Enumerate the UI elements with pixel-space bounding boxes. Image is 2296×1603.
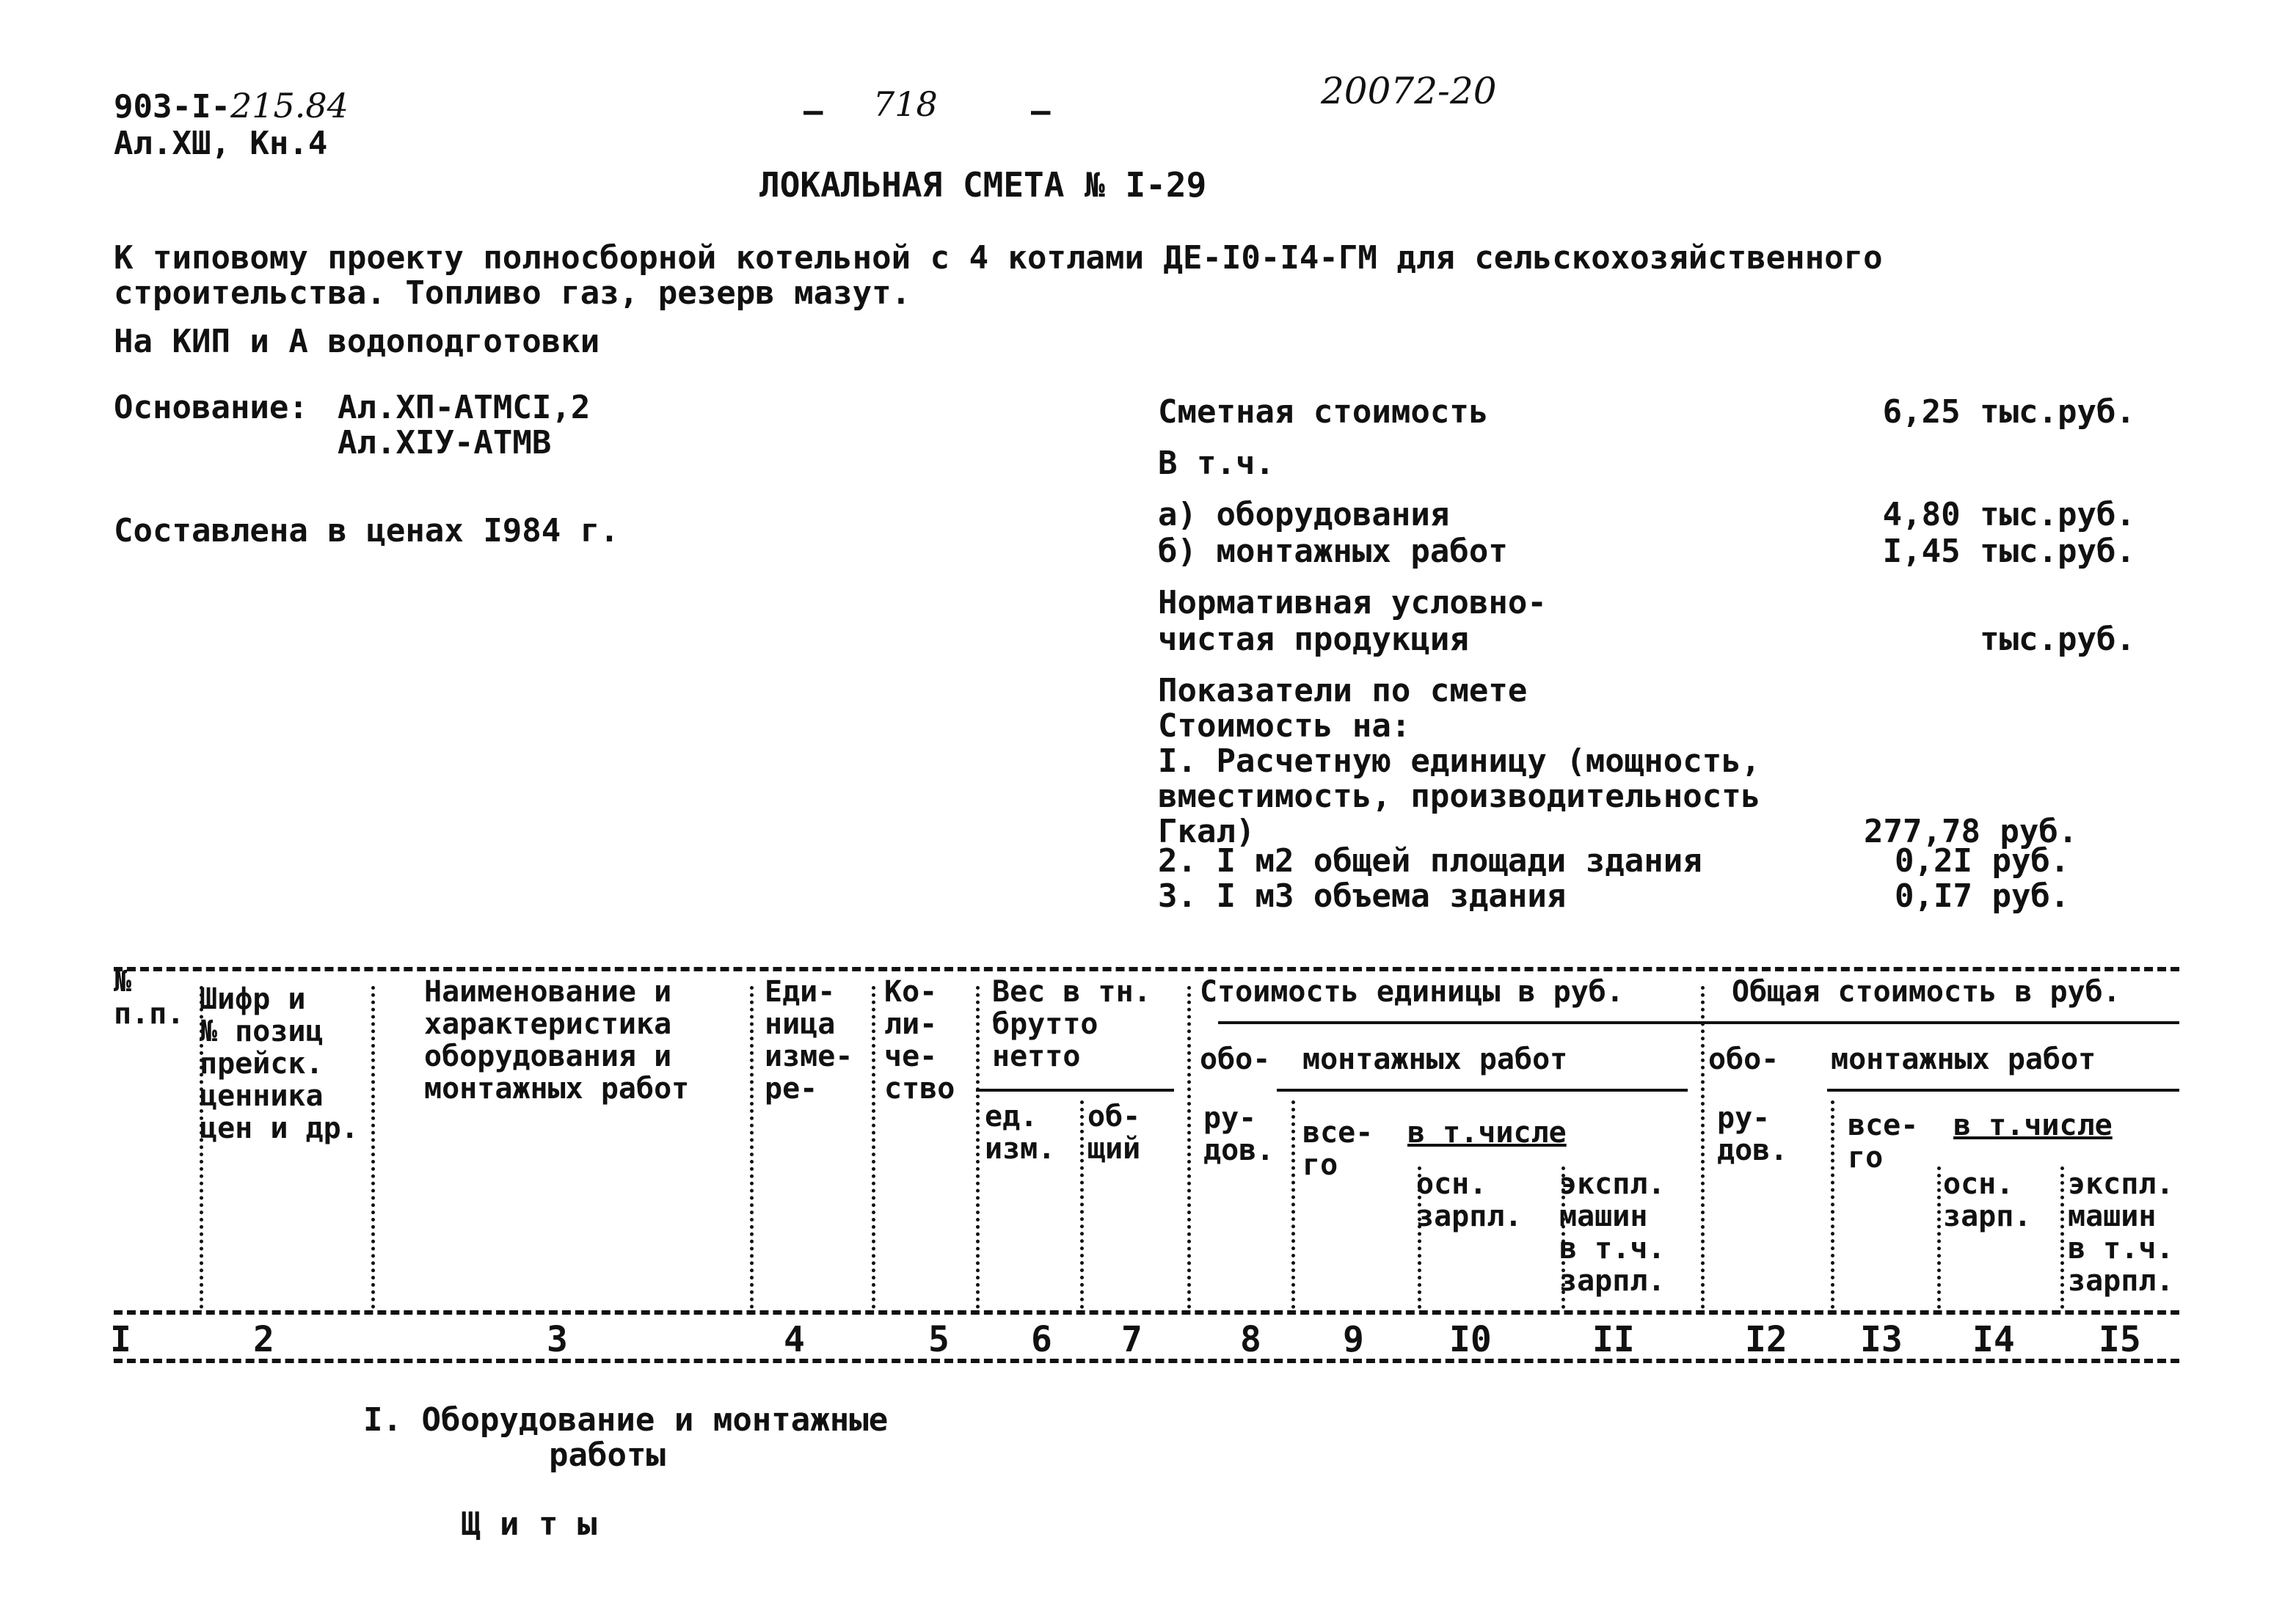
basis-label: Основание: bbox=[114, 389, 308, 426]
col-separator bbox=[976, 986, 980, 1309]
indicators-title: Показатели по смете bbox=[1158, 672, 1528, 709]
total-machines-header: экспл. машин в т.ч. зарпл. bbox=[2068, 1167, 2174, 1298]
col-weight-total-header: об- щий bbox=[1087, 1100, 1141, 1166]
project-code bbox=[114, 88, 349, 125]
col-separator bbox=[1187, 986, 1191, 1309]
indicator-1-line-1: I. Расчетную единицу (мощность, bbox=[1158, 742, 1761, 780]
unit-all-header: все- го bbox=[1302, 1116, 1374, 1182]
col-separator bbox=[1418, 1166, 1421, 1309]
column-number: 3 bbox=[547, 1319, 568, 1360]
unit-incl-header: в т.числе bbox=[1407, 1116, 1567, 1150]
col-unit-header: Еди- ница изме- ре- bbox=[765, 975, 853, 1106]
column-number: I0 bbox=[1449, 1319, 1492, 1360]
column-number: I2 bbox=[1745, 1319, 1787, 1360]
page-dash-left: – bbox=[803, 92, 823, 130]
weight-rule bbox=[976, 1089, 1174, 1092]
col-separator bbox=[2060, 1166, 2064, 1309]
col-num-header: № п.п. bbox=[114, 965, 185, 1031]
col-separator bbox=[872, 986, 875, 1309]
section-title-line-2: работы bbox=[549, 1436, 666, 1474]
unit-base-pay-header: осн. зарпл. bbox=[1416, 1167, 1523, 1233]
column-number: 5 bbox=[928, 1319, 950, 1360]
col-separator bbox=[1291, 1100, 1295, 1309]
equipment-label: а) оборудования bbox=[1158, 496, 1450, 533]
normative-label-2: чистая продукция bbox=[1158, 621, 1469, 658]
col-separator bbox=[371, 986, 375, 1309]
unit-machines-header: экспл. машин в т.ч. зарпл. bbox=[1559, 1167, 1666, 1298]
col-separator bbox=[200, 986, 203, 1309]
indicator-2-value: 0,2I руб. bbox=[1895, 842, 2070, 880]
col-separator bbox=[1561, 1166, 1565, 1309]
intro-line-2: строительства. Топливо газ, резерв мазут. bbox=[114, 274, 911, 312]
col-separator bbox=[750, 986, 754, 1309]
total-all-header: все- го bbox=[1848, 1109, 1919, 1175]
page-title: ЛОКАЛЬНАЯ СМЕТА № I-29 bbox=[759, 165, 1207, 205]
project-code-printed: 903-I- bbox=[114, 88, 230, 125]
col-separator bbox=[1080, 1100, 1084, 1309]
header-bottom-rule bbox=[114, 1310, 2179, 1315]
unit-cost-header: Стоимость единицы в руб. bbox=[1200, 975, 1624, 1009]
col-separator bbox=[1831, 1100, 1834, 1309]
section-title-line-1: I. Оборудование и монтажные bbox=[363, 1401, 889, 1439]
document-number: 20072-20 bbox=[1321, 70, 1497, 112]
price-basis: Составлена в ценах I984 г. bbox=[114, 512, 619, 549]
column-number: 6 bbox=[1031, 1319, 1052, 1360]
indicator-1-line-2: вместимость, производительность bbox=[1158, 778, 1761, 815]
equipment-value: 4,80 тыс.руб. bbox=[1882, 496, 2135, 533]
total-cost-header: Общая стоимость в руб. bbox=[1732, 975, 2121, 1009]
total-base-pay-header: осн. зарп. bbox=[1943, 1167, 2032, 1233]
installation-value: I,45 тыс.руб. bbox=[1882, 533, 2135, 570]
total-equipment-header-2: ру- дов. bbox=[1717, 1101, 1788, 1167]
indicator-2-label: 2. I м2 общей площади здания bbox=[1158, 842, 1702, 880]
column-number-rule bbox=[114, 1359, 2179, 1363]
col-weight-header: Вес в тн. брутто нетто bbox=[992, 975, 1151, 1073]
col-weight-unit-header: ед. изм. bbox=[985, 1100, 1056, 1166]
installation-label: б) монтажных работ bbox=[1158, 533, 1508, 570]
intro-line-3: На КИП и А водоподготовки bbox=[114, 323, 600, 360]
unit-mount-rule bbox=[1277, 1089, 1688, 1092]
column-number: II bbox=[1592, 1319, 1635, 1360]
indicator-3-value: 0,I7 руб. bbox=[1895, 877, 2070, 915]
col-separator bbox=[1937, 1166, 1941, 1309]
page-dash-right: – bbox=[1031, 92, 1051, 130]
unit-equipment-header-2: ру- дов. bbox=[1203, 1101, 1275, 1167]
cost-rule-1 bbox=[1218, 1021, 2179, 1024]
total-mount-rule bbox=[1827, 1089, 2179, 1092]
album-reference: Ал.ХШ, Кн.4 bbox=[114, 125, 328, 162]
column-number: I5 bbox=[2099, 1319, 2141, 1360]
column-number: 4 bbox=[784, 1319, 805, 1360]
estimate-value: 6,25 тыс.руб. bbox=[1882, 393, 2135, 431]
indicator-1-value: 277,78 руб. bbox=[1864, 813, 2078, 850]
indicator-3-label: 3. I м3 объема здания bbox=[1158, 877, 1567, 915]
total-mount-header: монтажных работ bbox=[1831, 1043, 2096, 1076]
table-top-rule bbox=[114, 967, 2179, 971]
column-number: I3 bbox=[1860, 1319, 1903, 1360]
normative-label-1: Нормативная условно- bbox=[1158, 584, 1547, 621]
estimate-label: Сметная стоимость bbox=[1158, 393, 1489, 431]
column-number: I bbox=[110, 1319, 131, 1360]
basis-line-1: Ал.ХП-АТМСI,2 bbox=[338, 389, 591, 426]
column-number: 9 bbox=[1343, 1319, 1364, 1360]
including-label: В т.ч. bbox=[1158, 445, 1275, 482]
column-number: 8 bbox=[1240, 1319, 1261, 1360]
col-name-header: Наименование и характеристика оборудования и монтажных работ bbox=[424, 975, 690, 1106]
column-number: 2 bbox=[253, 1319, 274, 1360]
normative-value: тыс.руб. bbox=[1980, 621, 2135, 658]
basis-line-2: Ал.XIУ-АТМВ bbox=[338, 424, 552, 461]
unit-mount-header: монтажных работ bbox=[1302, 1043, 1568, 1076]
col-code-header: Шифр и № позиц прейск. ценника цен и др. bbox=[200, 982, 359, 1145]
section-subtitle: Щ и т ы bbox=[461, 1505, 597, 1543]
project-code-handwritten: 215.84 bbox=[230, 86, 349, 125]
column-number: 7 bbox=[1121, 1319, 1142, 1360]
column-number: I4 bbox=[1972, 1319, 2015, 1360]
total-equipment-header: обо- bbox=[1708, 1043, 1779, 1076]
unit-equipment-header: обо- bbox=[1200, 1043, 1271, 1076]
total-incl-header: в т.числе bbox=[1953, 1109, 2113, 1142]
indicators-subtitle: Стоимость на: bbox=[1158, 707, 1411, 745]
col-separator bbox=[1701, 986, 1705, 1309]
intro-line-1: К типовому проекту полносборной котельной с 4 котлами ДЕ-I0-I4-ГМ для сельскохозяйственного bbox=[114, 239, 1883, 277]
page-number: 718 bbox=[873, 84, 938, 124]
col-qty-header: Ко- ли- че- ство bbox=[884, 975, 955, 1106]
indicator-1-line-3: Гкал) bbox=[1158, 813, 1255, 850]
